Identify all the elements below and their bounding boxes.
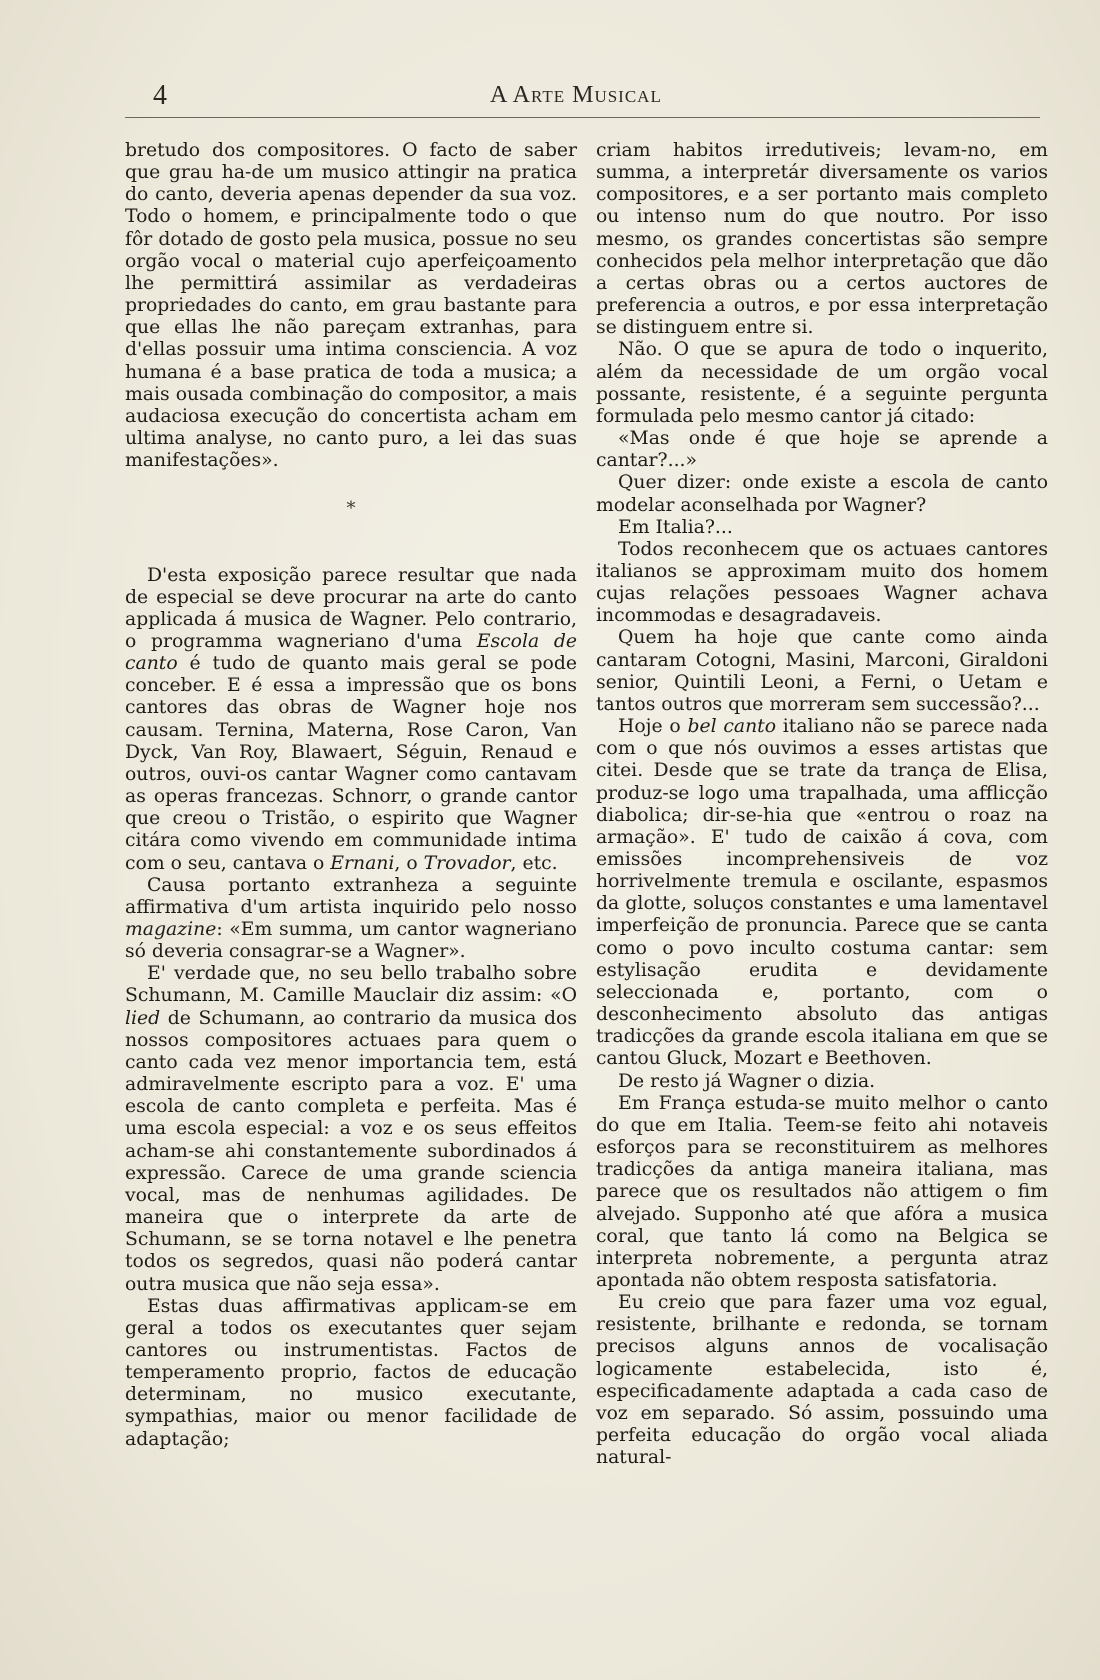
paragraph: Não. O que se apura de todo o inquerito, além da necessidade de um orgão vocal possante, resistente, é a seguinte pergunta formulada pelo mesmo cantor já citado: — [596, 339, 1048, 427]
paragraph: Quem ha hoje que cante como ainda cantaram Cotogni, Masini, Marconi, Giraldoni senior, Quintili Leoni, a Ferni, o Uetam e tantos outros que morreram sem successão?... — [596, 627, 1048, 715]
running-title: A Arte Musical — [490, 82, 662, 108]
page-header — [125, 74, 1045, 114]
paragraph: E' verdade que, no seu bello trabalho sobre Schumann, M. Camille Mauclair diz assim: «O lied de Schumann, ao contrario da musica dos nossos compositores actuaes para quem o canto cada vez menor importancia tem, está admiravelmente escripto para a voz. E' uma escola de canto completa e perfeita. Mas é uma escola especial: a voz e os seus effeitos acham-se ahi constantemente subordinados á expressão. Carece de uma grande sciencia vocal, mas de nenhumas agilidades. De maneira que o interprete da arte de Schumann, se se torna notavel e lhe penetra todos os segredos, quasi não poderá cantar outra musica que não seja essa». — [125, 963, 577, 1295]
paragraph: Causa portanto extranheza a seguinte affirmativa d'um artista inquirido pelo nosso magazine: «Em summa, um cantor wagneriano só deveria consagrar-se a Wagner». — [125, 874, 577, 963]
paragraph: Em França estuda-se muito melhor o canto do que em Italia. Teem-se feito ahi notaveis esforços para se reconstituirem as melhores tradicções da antiga maneira italiana, mas parece que os resultados não attigem o fim alvejado. Supponho até que afóra a musica coral, que tanto lá como na Belgica se interpreta nobremente, a pergunta atraz apontada não obtem resposta satisfatoria. — [596, 1092, 1048, 1291]
paragraph: D'esta exposição parece resultar que nada de especial se deve procurar na arte do canto applicada á musica de Wagner. Pelo contrario, o programma wagneriano d'uma Escola de canto é tudo de quanto mais geral se pode conceber. E é essa a impressão que os bons cantores das obras de Wagner hoje nos causam. Ternina, Materna, Rose Caron, Van Dyck, Van Roy, Blawaert, Séguin, Renaud e outros, ouvi-os cantar Wagner como cantavam as operas francezas. Schnorr, o grande cantor que creou o Tristão, o espirito que Wagner citára como vivendo em communidade intima com o seu, cantava o Ernani, o Trovador, etc. — [125, 564, 577, 874]
paragraph: Em Italia?... — [618, 516, 733, 538]
right-column — [596, 140, 1048, 1469]
paragraph: criam habitos irredutiveis; levam-no, em summa, a interpretár diversamente os varios compositores, e a ser portanto mais completo ou intenso num do que noutro. Por isso mesmo, os grandes concertistas são sempre conhecidos pela melhor interpretação que dão a certas obras ou a certos auctores de preferencia a outros, e por essa interpretação se distinguem entre si. — [596, 140, 1048, 339]
paragraph: Quer dizer: onde existe a escola de canto modelar aconselhada por Wagner? — [596, 472, 1048, 516]
paragraph: De resto já Wagner o dizia. — [618, 1070, 876, 1092]
paragraph: bretudo dos compositores. O facto de saber que grau ha-de um musico attingir na pratica do canto, deveria apenas depender da sua voz. Todo o homem, e principalmente todo o que fôr dotado de gosto pela musica, possue no seu orgão vocal o material cujo aperfeiçoamento lhe permittirá assimilar as verdadeiras propriedades do canto, em grau bastante para que ellas lhe não pareçam extranhas, para d'ellas possuir uma intima consciencia. A voz humana é a base pratica de toda a musica; a mais ousada combinação do compositor, a mais audaciosa execução do concertista acham em ultima analyse, no canto puro, a lei das suas manifestações». — [125, 140, 577, 472]
page-number: 4 — [153, 80, 167, 111]
left-column — [125, 140, 577, 1451]
paragraph: Hoje o bel canto italiano não se parece nada com o que nós ouvimos a esses artistas que citei. Desde que se trate da trança de Elisa, produz-se logo uma trapalhada, uma afflicção diabolica; dir-se-hia que «entrou o roaz na armação». E' tudo de caixão á cova, com emissões incomprehensiveis de voz horrivelmente tremula e oscilante, espasmos da glotte, soluços constantes e uma lamentavel imperfeição de pronuncia. Parece que se canta como o povo inculto costuma cantar: sem estylisação erudita e devidamente seleccionada e, portanto, com o desconhecimento absoluto das antigas tradicções da grande escola italiana em que se cantou Gluck, Mozart e Beethoven. — [596, 716, 1049, 1070]
section-separator: * — [346, 498, 356, 520]
paragraph: Todos reconhecem que os actuaes cantores italianos se approximam muito dos homem cujas relações pessoaes Wagner achava incommodas e desagradaveis. — [596, 538, 1048, 627]
paragraph: Eu creio que para fazer uma voz egual, resistente, brilhante e redonda, se tornam precisos alguns annos de vocalisação logicamente estabelecida, isto é, especificadamente adaptada a cada caso de voz em separado. Só assim, possuindo uma perfeita educação do orgão vocal aliada natural- — [596, 1292, 1048, 1469]
paragraph: «Mas onde é que hoje se aprende a cantar?...» — [596, 428, 1048, 472]
header-rule — [125, 117, 1040, 118]
paragraph: Estas duas affirmativas applicam-se em geral a todos os executantes quer sejam cantores ou instrumentistas. Factos de temperamento proprio, factos de educação determinam, no musico executante, sympathias, maior ou menor facilidade de adaptação; — [125, 1295, 577, 1450]
